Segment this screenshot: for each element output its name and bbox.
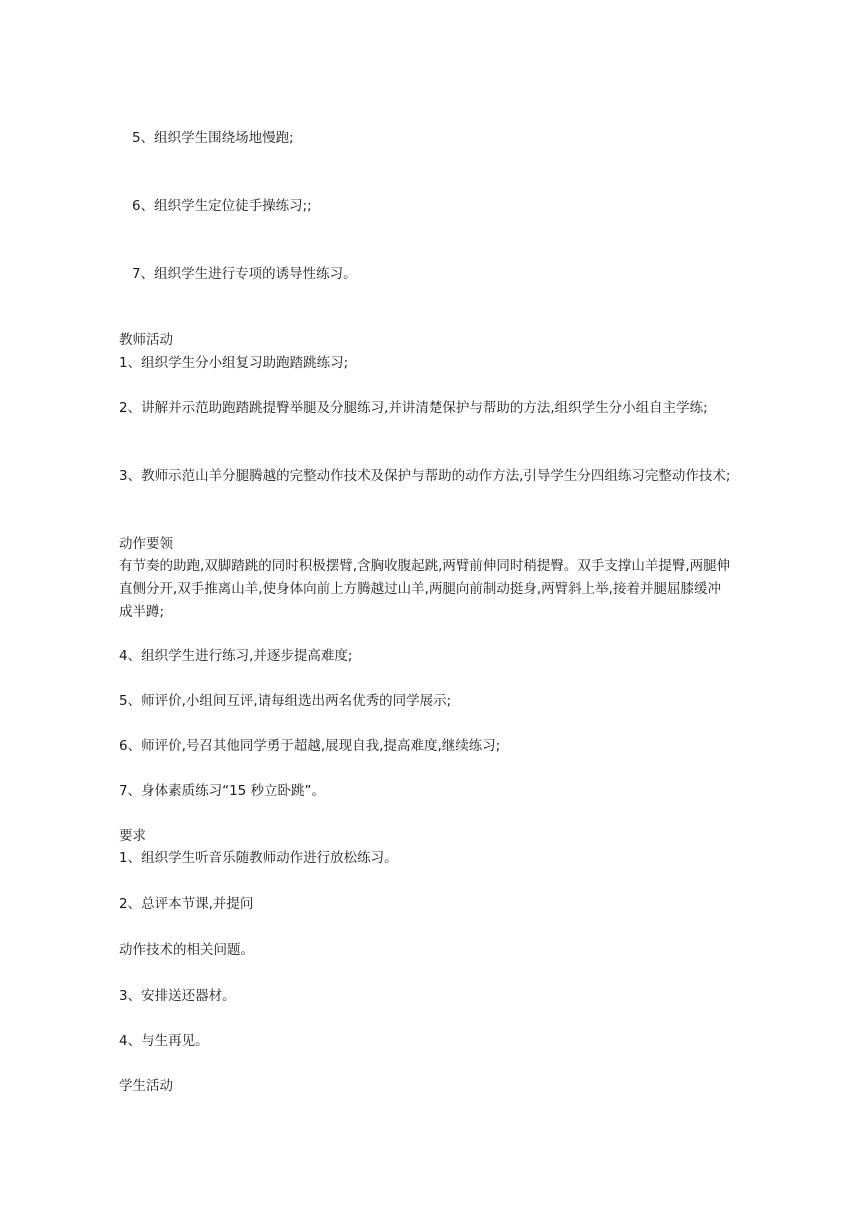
section-heading-requirements: 要求 bbox=[119, 828, 146, 844]
list-item: 3、安排送还器材。 bbox=[119, 988, 236, 1004]
list-item: 4、与生再见。 bbox=[119, 1033, 209, 1049]
list-item: 7、组织学生进行专项的诱导性练习。 bbox=[132, 266, 357, 282]
list-item: 1、组织学生听音乐随教师动作进行放松练习。 bbox=[119, 850, 398, 866]
list-item: 2、总评本节课,并提问 bbox=[119, 896, 254, 912]
section-heading-teacher: 教师活动 bbox=[119, 332, 173, 348]
section-heading-essentials: 动作要领 bbox=[119, 536, 173, 552]
list-item: 2、讲解并示范助跑踏跳提臀举腿及分腿练习,并讲清楚保护与帮助的方法,组织学生分小组自主学练; bbox=[119, 400, 708, 416]
list-item: 5、组织学生围绕场地慢跑; bbox=[132, 130, 294, 146]
list-item: 7、身体素质练习“15 秒立卧跳”。 bbox=[119, 783, 326, 799]
section-heading-student: 学生活动 bbox=[119, 1078, 173, 1094]
paragraph-essentials: 有节奏的助跑,双脚踏跳的同时积极摆臂,含胸收腹起跳,两臂前伸同时稍提臀。双手支撑山羊提臀,两腿伸直侧分开,双手推离山羊,使身体向前上方腾越过山羊,两腿向前制动挺身,两臂斜上举,接着并腿屈膝缓冲成半蹲; bbox=[119, 558, 731, 620]
list-item: 3、教师示范山羊分腿腾越的完整动作技术及保护与帮助的动作方法,引导学生分四组练习完整动作技术; bbox=[119, 468, 731, 484]
list-item: 6、组织学生定位徒手操练习;; bbox=[132, 198, 312, 214]
list-item-continuation: 动作技术的相关问题。 bbox=[119, 942, 254, 958]
list-item: 4、组织学生进行练习,并逐步提高难度; bbox=[119, 648, 353, 664]
list-item: 5、师评价,小组间互评,请每组选出两名优秀的同学展示; bbox=[119, 693, 452, 709]
list-item: 6、师评价,号召其他同学勇于超越,展现自我,提高难度,继续练习; bbox=[119, 738, 501, 754]
list-item: 1、组织学生分小组复习助跑踏跳练习; bbox=[119, 355, 349, 371]
